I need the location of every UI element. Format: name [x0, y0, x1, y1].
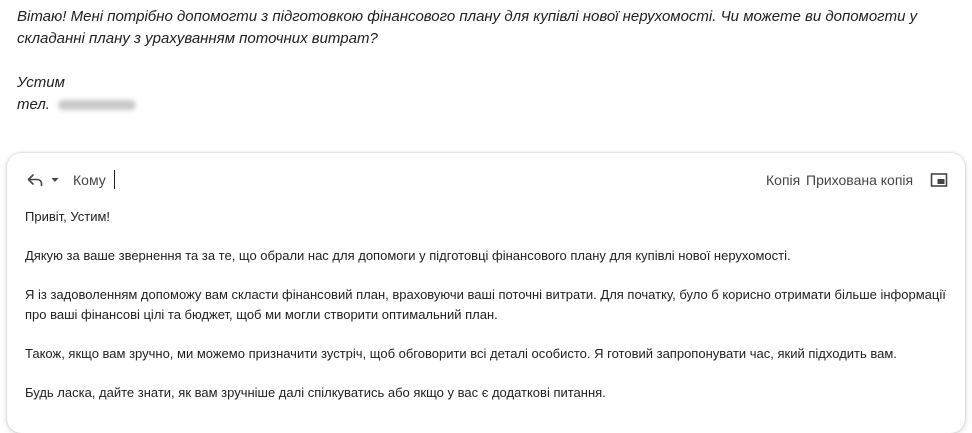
signature-phone [17, 94, 947, 116]
to-recipient-input[interactable] [111, 169, 731, 191]
body-paragraph-1: Дякую за ваше звернення та за те, що обрали нас для допомоги у підготовці фінансового плану для купівлі нової нерухомості. [25, 248, 791, 263]
caret-down-icon[interactable] [50, 175, 60, 185]
compose-header [7, 167, 965, 193]
body-paragraph-4: Будь ласка, дайте знати, як вам зручніше далі спілкуватись або якщо у вас є додаткові питання. [25, 385, 606, 400]
pop-out-icon[interactable] [930, 172, 948, 188]
text-cursor [114, 170, 115, 189]
body-paragraph-2-line-2: про ваші фінансові цілі та бюджет, щоб ми могли створити оптимальний план. [25, 307, 498, 322]
cc-button[interactable]: Копія [766, 172, 801, 188]
body-paragraph-2-line-1: Я із задоволенням допоможу вам скласти фінансовий план, враховуючи ваші поточні витрати. Для початку, було б корисно отримати більше інформації [25, 287, 946, 302]
quoted-message [17, 6, 947, 116]
quoted-line-2: складанні плану з урахуванням поточних витрат? [17, 30, 378, 47]
body-greeting: Привіт, Устим! [25, 209, 111, 224]
body-paragraph-3: Також, якщо вам зручно, ми можемо призначити зустріч, щоб обговорити всі деталі особисто. Я готовий запропонувати час, який підходить вам. [25, 346, 897, 361]
reply-arrow-icon[interactable] [26, 171, 44, 189]
to-label: Кому [73, 172, 106, 188]
bcc-button[interactable]: Прихована копія [806, 172, 914, 188]
quoted-line-1: Вітаю! Мені потрібно допомогти з підготовкою фінансового плану для купівлі нової нерухомості. Чи можете ви допомогти у [17, 8, 918, 25]
phone-label: тел. [17, 96, 50, 113]
reply-compose-box [7, 153, 965, 433]
message-body-editor[interactable] [25, 207, 950, 403]
signature-name: Устим [17, 74, 65, 91]
redacted-phone-number [58, 100, 136, 110]
